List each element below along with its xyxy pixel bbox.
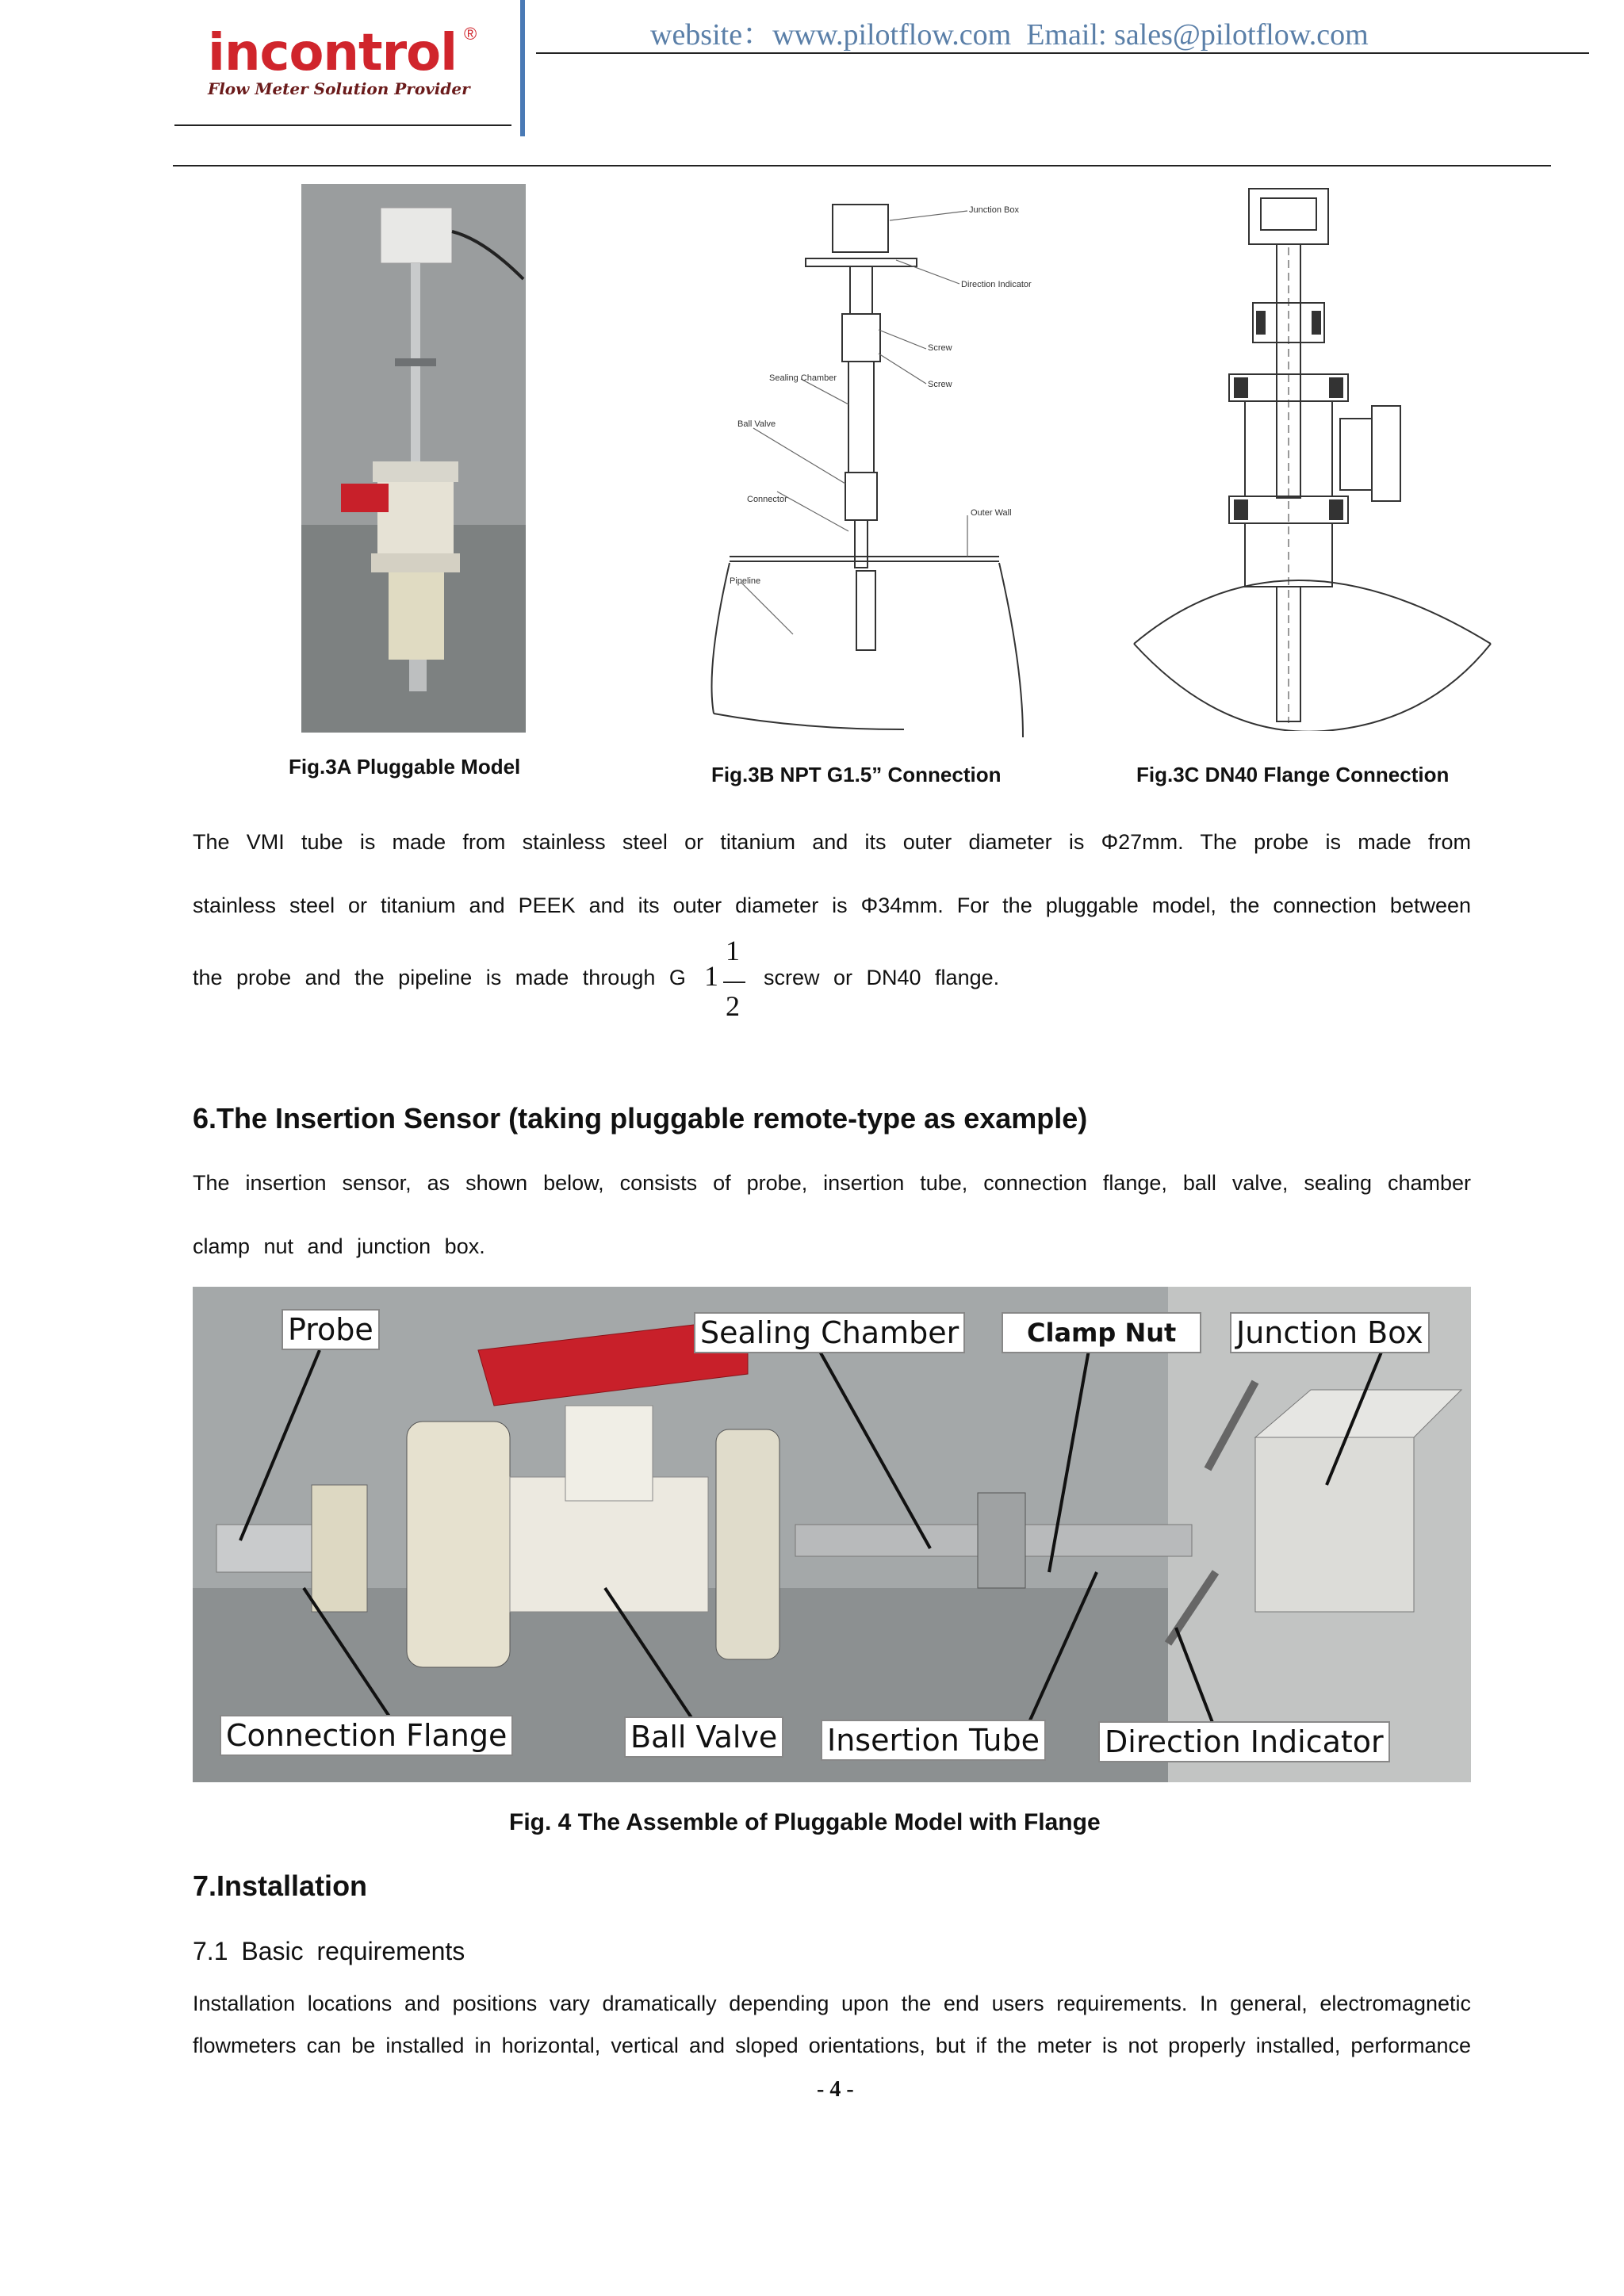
header-rule: [536, 52, 1589, 54]
fig4-caption: Fig. 4 The Assemble of Pluggable Model with Flange: [509, 1809, 1101, 1835]
label-ball-valve: Ball Valve: [737, 419, 776, 429]
logo-tagline: Flow Meter Solution Provider: [208, 79, 470, 98]
label-screw-1: Screw: [928, 343, 952, 353]
label-connection-flange: Connection Flange: [220, 1715, 513, 1756]
fraction-bar: [723, 982, 745, 983]
fig3c-caption: Fig.3C DN40 Flange Connection: [1136, 763, 1450, 786]
subsection-heading: 7.1 Basic requirements: [193, 1937, 465, 1965]
paragraph-text-post: screw or DN40 flange.: [764, 966, 1000, 989]
label-sealing-chamber: Sealing Chamber: [769, 373, 837, 383]
fig4-photo: [193, 1287, 1471, 1782]
logo-underline: [174, 124, 511, 126]
label-sealing-chamber: Sealing Chamber: [694, 1312, 965, 1353]
label-ball-valve: Ball Valve: [624, 1716, 783, 1758]
label-direction-indicator: Direction Indicator: [961, 280, 1032, 289]
label-outer-wall: Outer Wall: [971, 508, 1012, 518]
fig3c-diagram: [1126, 184, 1499, 731]
fraction-numerator: 1: [726, 935, 740, 966]
label-direction-indicator: Direction Indicator: [1098, 1721, 1390, 1762]
fig3a-photo: [301, 184, 526, 733]
header-divider: [520, 0, 525, 136]
fraction-denominator: 2: [726, 990, 740, 1022]
fraction-whole: 1: [704, 960, 718, 992]
paragraph-line: stainless steel or titanium and PEEK and its outer diameter is Φ34mm. For the pluggable model, the connection between: [193, 894, 1471, 917]
label-pipeline: Pipeline: [730, 576, 761, 586]
fig3b-caption: Fig.3B NPT G1.5” Connection: [711, 763, 1002, 786]
header-contact: website：www.pilotflow.com Email: sales@pilotflow.com: [650, 18, 1369, 52]
paragraph-line: The VMI tube is made from stainless steel or titanium and its outer diameter is Φ27mm. The probe is made from: [193, 830, 1471, 854]
page-number: - 4 -: [817, 2077, 854, 2102]
paragraph-line-with-fraction: [193, 966, 686, 990]
paragraph-line: The insertion sensor, as shown below, consists of probe, insertion tube, connection flange, ball valve, sealing chamber: [193, 1171, 1471, 1195]
section-heading: 6.The Insertion Sensor (taking pluggable remote-type as example): [193, 1102, 1088, 1135]
section-heading: 7.Installation: [193, 1869, 368, 1902]
label-insertion-tube: Insertion Tube: [821, 1720, 1046, 1761]
paragraph-line: Installation locations and positions vary dramatically depending upon the end users requirements. In general, electromagnetic: [193, 1992, 1471, 2015]
label-probe: Probe: [282, 1309, 380, 1350]
page-rule: [173, 165, 1551, 166]
registered-mark: ®: [464, 24, 477, 44]
label-clamp-nut: Clamp Nut: [1002, 1312, 1201, 1353]
fig3a-caption: Fig.3A Pluggable Model: [289, 755, 521, 779]
label-junction-box: Junction Box: [969, 205, 1019, 215]
label-junction-box: Junction Box: [1230, 1312, 1430, 1353]
paragraph-line: flowmeters can be installed in horizontal, vertical and sloped orientations, but if the meter is not properly installed, performance: [193, 2034, 1471, 2057]
logo-wordmark: incontrol: [208, 24, 458, 82]
fig3b-diagram: [706, 190, 1055, 737]
paragraph-line: clamp nut and junction box.: [193, 1234, 485, 1258]
label-connector: Connector: [747, 495, 787, 504]
text-pre: the probe and the pipeline is made through G: [193, 966, 686, 989]
label-screw-2: Screw: [928, 380, 952, 389]
